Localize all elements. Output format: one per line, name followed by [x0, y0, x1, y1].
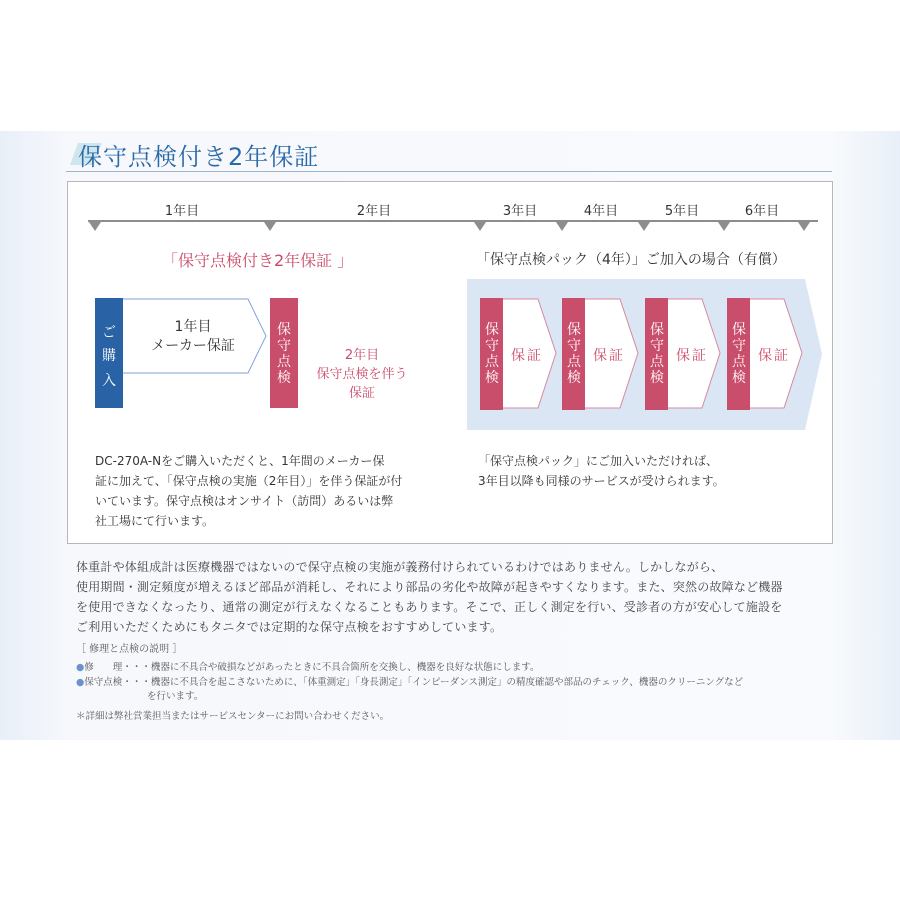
note-term: 保守点検 [84, 677, 123, 688]
inspection-char: 点 [732, 354, 746, 370]
maintenance-explanation [76, 557, 783, 637]
year-label: 4年目 [583, 204, 619, 219]
description-line: 3年目以降も同様のサービスが受けられます。 [478, 474, 725, 488]
body-line: ご利用いただくためにもタニタでは定期的な保守点検をおすすめしています。 [76, 620, 503, 634]
inspection-char: 点 [485, 354, 499, 370]
timeline-marker [798, 222, 810, 231]
year2-line: 保守点検を伴う [316, 367, 408, 382]
purchase-char: 入 [102, 373, 116, 389]
inspection-char: 保 [277, 322, 291, 338]
purchase-char: 購 [102, 348, 116, 364]
year-label: 6年目 [744, 204, 780, 219]
inspection-block [270, 298, 298, 408]
title-underline [66, 171, 832, 172]
package-inspection-block [645, 298, 668, 410]
year2-line: 2年目 [344, 348, 380, 363]
body-line: 使用期間・測定頻度が増えるほど部品が消耗し、それにより部品の劣化や故障が起きやすくなります。また、突然の故障など機器 [76, 580, 783, 594]
inspection-char: 保 [732, 322, 746, 338]
inspection-char: 守 [485, 338, 499, 354]
note-continuation: を行います。 [147, 691, 204, 702]
timeline-marker [264, 222, 276, 231]
inspection-char: 保 [485, 322, 499, 338]
inspection-char: 守 [277, 338, 291, 354]
year-label: 5年目 [664, 204, 700, 219]
year2-line: 保証 [348, 386, 375, 401]
year-label: 1年目 [164, 204, 200, 219]
inspection-char: 守 [650, 338, 664, 354]
maker-warranty-text [138, 318, 248, 356]
package-inspection-block [727, 298, 750, 410]
page-title: 保守点検付き2年保証 [78, 143, 320, 171]
note-item [76, 676, 743, 690]
package-warranty-label: 保証 [593, 348, 625, 364]
standard-warranty-heading: 「保守点検付き2年保証 」 [162, 251, 354, 270]
inspection-char: 点 [277, 354, 291, 370]
description-line: DC-270A-Nをご購入いただくと、1年間のメーカー保 [95, 454, 385, 468]
inspection-char: 保 [650, 322, 664, 338]
purchase-block [95, 298, 123, 408]
notes-heading: ［ 修理と点検の説明 ］ [76, 644, 183, 655]
year2-warranty-text [302, 346, 422, 403]
description-line: 証に加えて、「保守点検の実施（2年目）」を伴う保証が付 [95, 474, 403, 488]
description-line: 社工場にて行います。 [95, 514, 215, 528]
standard-warranty-description [95, 451, 402, 531]
package-description [478, 451, 725, 491]
inspection-char: 守 [732, 338, 746, 354]
note-text: ・・・機器に不具合を起こさないために、「体重測定」「身長測定」「インピーダンス測定」の精度確認や部品のチェック、機器のクリーニングなど [122, 677, 744, 688]
description-line: いています。保守点検はオンサイト（訪問）あるいは弊 [95, 494, 394, 508]
note-text: ・・・機器に不具合や破損などがあったときに不具合箇所を交換し、機器を良好な状態にします。 [122, 662, 540, 673]
bullet-icon: ● [76, 662, 85, 673]
package-heading: 「保守点検パック（4年）」ご加入の場合（有償） [476, 252, 786, 268]
package-warranty-label: 保証 [676, 348, 708, 364]
note-term: 修 理 [84, 662, 123, 673]
note-item [76, 661, 539, 675]
timeline-marker [89, 222, 101, 231]
inspection-char: 保 [567, 322, 581, 338]
year-label: 3年目 [502, 204, 538, 219]
timeline-marker [474, 222, 486, 231]
body-line: を使用できなくなったり、通常の測定が行えなくなることもあります。そこで、正しく測定を行い、受診者の方が安心して施設を [76, 600, 783, 614]
inspection-char: 検 [485, 370, 499, 386]
inspection-char: 検 [567, 370, 581, 386]
notes-footer: ＊詳細は弊社営業担当またはサービスセンターにお問い合わせください。 [76, 711, 390, 722]
inspection-char: 点 [567, 354, 581, 370]
inspection-char: 検 [277, 370, 291, 386]
maker-warranty-line: メーカー保証 [151, 338, 235, 354]
description-line: 「保守点検パック」にご加入いただければ、 [478, 454, 719, 468]
bullet-icon: ● [76, 677, 85, 688]
section-header [66, 137, 832, 173]
timeline-marker [638, 222, 650, 231]
inspection-char: 守 [567, 338, 581, 354]
timeline-marker [556, 222, 568, 231]
inspection-char: 検 [732, 370, 746, 386]
inspection-char: 検 [650, 370, 664, 386]
inspection-char: 点 [650, 354, 664, 370]
year-label: 2年目 [356, 204, 392, 219]
package-inspection-block [562, 298, 585, 410]
package-warranty-label: 保証 [511, 348, 543, 364]
purchase-char: ご [102, 325, 116, 341]
timeline-line [88, 220, 818, 222]
package-inspection-block [480, 298, 503, 410]
timeline-marker [718, 222, 730, 231]
body-line: 体重計や体組成計は医療機器ではないので保守点検の実施が義務付けられているわけではありません。しかしながら、 [76, 560, 724, 574]
maker-warranty-line: 1年目 [174, 319, 212, 335]
package-warranty-label: 保証 [758, 348, 790, 364]
